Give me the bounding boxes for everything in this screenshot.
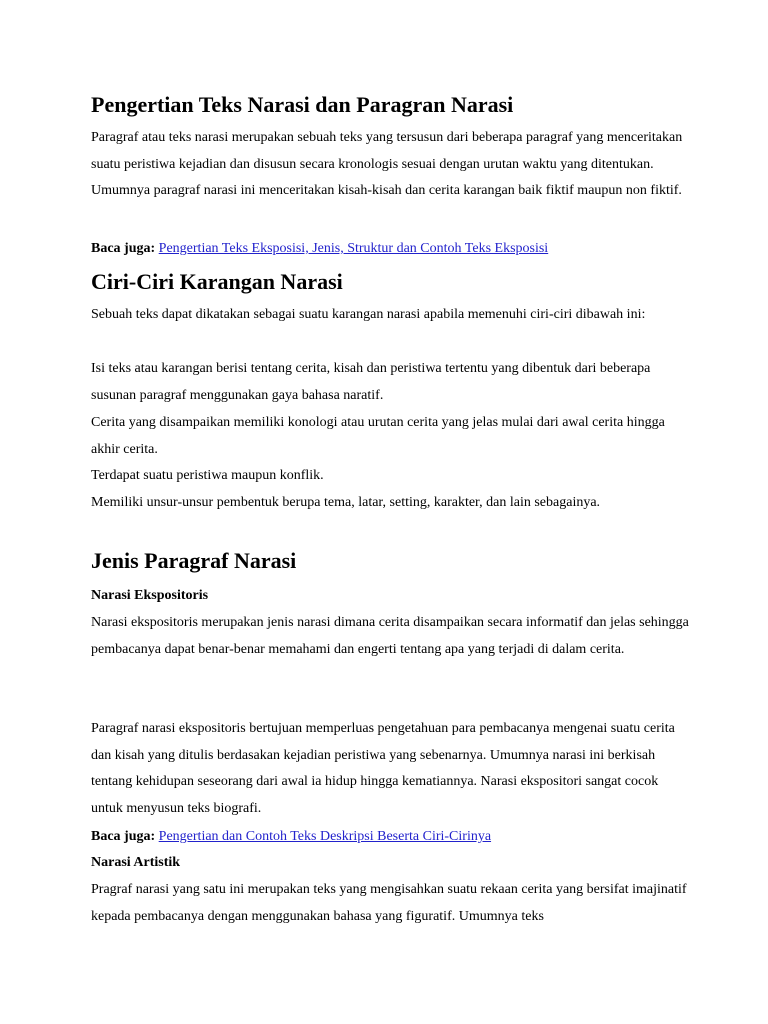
read-also-link-deskripsi[interactable]: Pengertian dan Contoh Teks Deskripsi Beserta Ciri-Cirinya [158,829,492,844]
subheading-narasi-ekspositoris: Narasi Ekspositoris [91,588,209,603]
heading-jenis-paragraf-narasi: Jenis Paragraf Narasi [91,548,297,573]
read-also-line-1 [91,236,691,263]
read-also-label: Baca juga: [91,241,156,256]
list-item-ciri-1: Isi teks atau karangan berisi tentang cerita, kisah dan peristiwa tertentu yang dibentuk dari beberapa susunan paragraf menggunakan gaya bahasa naratif. [91,361,651,403]
read-also-link-eksposisi[interactable]: Pengertian Teks Eksposisi, Jenis, Struktur dan Contoh Teks Eksposisi [158,241,549,256]
read-also-line-2 [91,824,691,851]
paragraph-pengertian: Paragraf atau teks narasi merupakan sebuah teks yang tersusun dari beberapa paragraf yang menceritakan suatu peristiwa kejadian dan disusun secara kronologis sesuai dengan urutan waktu yang ditentukan. Umumnya paragraf narasi ini menceritakan kisah-kisah dan cerita karangan baik fiktif maupun non fiktif. [91,130,683,199]
heading-ciri-ciri-karangan-narasi: Ciri-Ciri Karangan Narasi [91,269,343,294]
read-also-label: Baca juga: [91,829,156,844]
list-item-ciri-2: Cerita yang disampaikan memiliki konologi atau urutan cerita yang jelas mulai dari awal cerita hingga akhir cerita. [91,415,665,457]
paragraph-artistik: Pragraf narasi yang satu ini merupakan teks yang mengisahkan suatu rekaan cerita yang bersifat imajinatif kepada pembacanya dengan menggunakan bahasa yang figuratif. Umumnya teks [91,882,687,924]
paragraph-ekspositoris-2: Paragraf narasi ekspositoris bertujuan memperluas pengetahuan para pembacanya mengenai suatu cerita dan kisah yang ditulis berdasakan kejadian peristiwa yang sebenarnya. Umumnya narasi ini berkisah tentang kehidupan seseorang dari awal ia hidup hingga kematiannya. Narasi ekspositori sangat cocok untuk menyusun teks biografi. [91,721,675,817]
list-item-ciri-3: Terdapat suatu peristiwa maupun konflik. [91,468,324,483]
paragraph-ekspositoris-1: Narasi ekspositoris merupakan jenis narasi dimana cerita disampaikan secara informatif dan jelas sehingga pembacanya dapat benar-benar memahami dan engerti tentang apa yang terjadi di dalam cerita. [91,615,689,657]
list-item-ciri-4: Memiliki unsur-unsur pembentuk berupa tema, latar, setting, karakter, dan lain sebagainya. [91,495,601,510]
heading-pengertian-teks-narasi: Pengertian Teks Narasi dan Paragran Narasi [91,92,514,117]
paragraph-ciri-intro: Sebuah teks dapat dikatakan sebagai suatu karangan narasi apabila memenuhi ciri-ciri dibawah ini: [91,307,646,322]
subheading-narasi-artistik: Narasi Artistik [91,855,181,870]
